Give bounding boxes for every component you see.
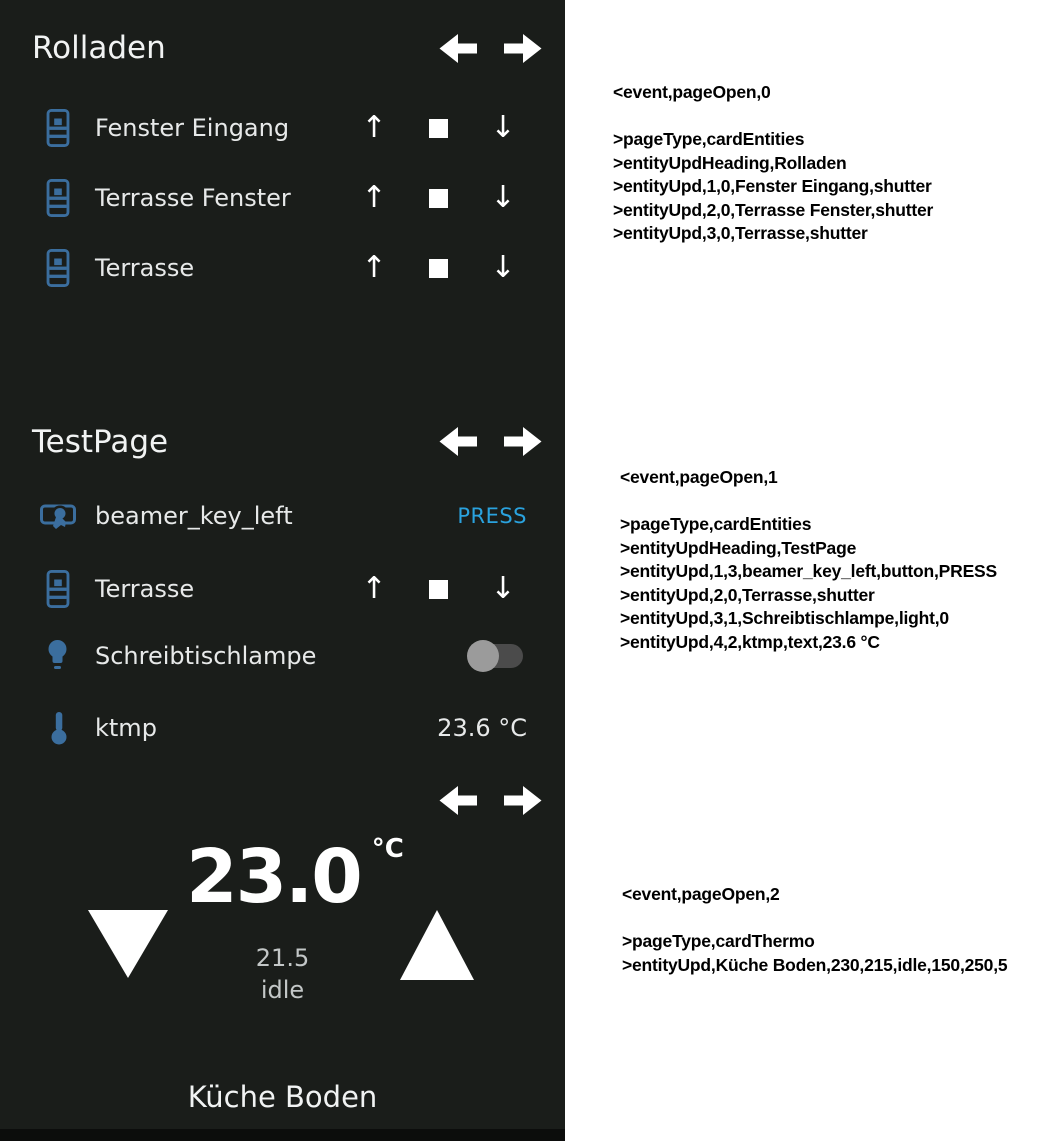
shutter-up-button[interactable]: ↑ <box>361 250 387 285</box>
entity-label: Terrasse Fenster <box>95 184 291 212</box>
current-temperature-value: 23.0 <box>186 834 361 920</box>
left-arrow-icon <box>439 426 477 457</box>
shutter-stop-button[interactable] <box>429 259 448 278</box>
shutter-up-button[interactable]: ↑ <box>361 180 387 215</box>
setpoint-value: 21.5 <box>255 944 310 972</box>
protocol-event-line: <event,pageOpen,2 <box>622 884 780 904</box>
sensor-value: 23.6 °C <box>437 714 527 742</box>
protocol-event-line: <event,pageOpen,1 <box>620 467 778 487</box>
protocol-line: >entityUpd,Küche Boden,230,215,idle,150,250,5 <box>622 954 1008 975</box>
protocol-line: >pageType,cardThermo <box>622 931 815 951</box>
nav-previous-button[interactable] <box>439 785 477 816</box>
thermometer-icon <box>49 711 69 749</box>
entity-label: Terrasse <box>95 575 195 603</box>
lightbulb-icon <box>46 639 69 677</box>
shutter-icon <box>46 109 70 151</box>
entity-row <box>0 567 565 611</box>
protocol-line: >entityUpd,2,0,Terrasse,shutter <box>620 584 875 605</box>
protocol-line: >entityUpdHeading,TestPage <box>620 537 857 558</box>
shutter-down-button[interactable]: ↓ <box>490 180 516 215</box>
shutter-icon <box>46 179 70 221</box>
tap-button-icon <box>40 501 76 537</box>
toggle-knob <box>467 640 499 672</box>
nav-next-button[interactable] <box>504 785 542 816</box>
protocol-line: >entityUpd,4,2,ktmp,text,23.6 °C <box>620 631 880 652</box>
right-arrow-icon <box>504 33 542 64</box>
nav-previous-button[interactable] <box>439 33 477 64</box>
shutter-stop-button[interactable] <box>429 580 448 599</box>
panel-bottom-strip <box>0 1129 565 1141</box>
protocol-line: >entityUpd,3,0,Terrasse,shutter <box>613 223 868 243</box>
nav-next-button[interactable] <box>504 426 542 457</box>
shutter-down-button[interactable]: ↓ <box>490 110 516 145</box>
entity-row <box>0 176 565 220</box>
entity-row <box>0 106 565 150</box>
shutter-stop-button[interactable] <box>429 119 448 138</box>
entity-row <box>0 494 565 538</box>
shutter-up-button[interactable]: ↑ <box>361 571 387 606</box>
protocol-block <box>620 466 997 654</box>
left-arrow-icon <box>439 785 477 816</box>
protocol-line: >entityUpd,2,0,Terrasse Fenster,shutter <box>613 199 934 220</box>
shutter-up-button[interactable]: ↑ <box>361 110 387 145</box>
shutter-icon <box>46 570 70 612</box>
protocol-event-line: <event,pageOpen,0 <box>613 82 771 102</box>
nav-next-button[interactable] <box>504 33 542 64</box>
right-arrow-icon <box>504 785 542 816</box>
entity-label: Fenster Eingang <box>95 114 290 142</box>
shutter-down-button[interactable]: ↓ <box>490 250 516 285</box>
current-temperature-display <box>150 834 440 920</box>
protocol-line: >entityUpd,1,3,beamer_key_left,button,PRESS <box>620 561 997 581</box>
protocol-line: >entityUpd,3,1,Schreibtischlampe,light,0 <box>620 608 949 628</box>
shutter-down-button[interactable]: ↓ <box>490 571 516 606</box>
protocol-line: >entityUpd,1,0,Fenster Eingang,shutter <box>613 176 932 196</box>
shutter-icon <box>46 249 70 291</box>
protocol-line: >pageType,cardEntities <box>620 514 812 534</box>
protocol-block <box>622 883 1007 977</box>
entity-row <box>0 706 565 750</box>
entity-label: Terrasse <box>95 254 195 282</box>
card-heading-testpage: TestPage <box>32 424 169 460</box>
left-arrow-icon <box>439 33 477 64</box>
protocol-line: >entityUpdHeading,Rolladen <box>613 152 847 173</box>
nav-previous-button[interactable] <box>439 426 477 457</box>
protocol-block <box>613 81 933 246</box>
thermostat-name: Küche Boden <box>187 1080 378 1114</box>
press-button[interactable]: PRESS <box>457 504 527 528</box>
entity-row <box>0 246 565 290</box>
hvac-state: idle <box>260 976 305 1004</box>
right-arrow-icon <box>504 426 542 457</box>
protocol-line: >pageType,cardEntities <box>613 129 805 149</box>
card-heading-rolladen: Rolladen <box>32 30 166 66</box>
shutter-stop-button[interactable] <box>429 189 448 208</box>
entity-row <box>0 634 565 678</box>
entity-label: Schreibtischlampe <box>95 642 317 670</box>
entity-label: beamer_key_left <box>95 502 293 530</box>
temperature-unit: °C <box>371 834 404 864</box>
toggle-switch[interactable] <box>467 640 525 672</box>
entity-label: ktmp <box>95 714 157 742</box>
